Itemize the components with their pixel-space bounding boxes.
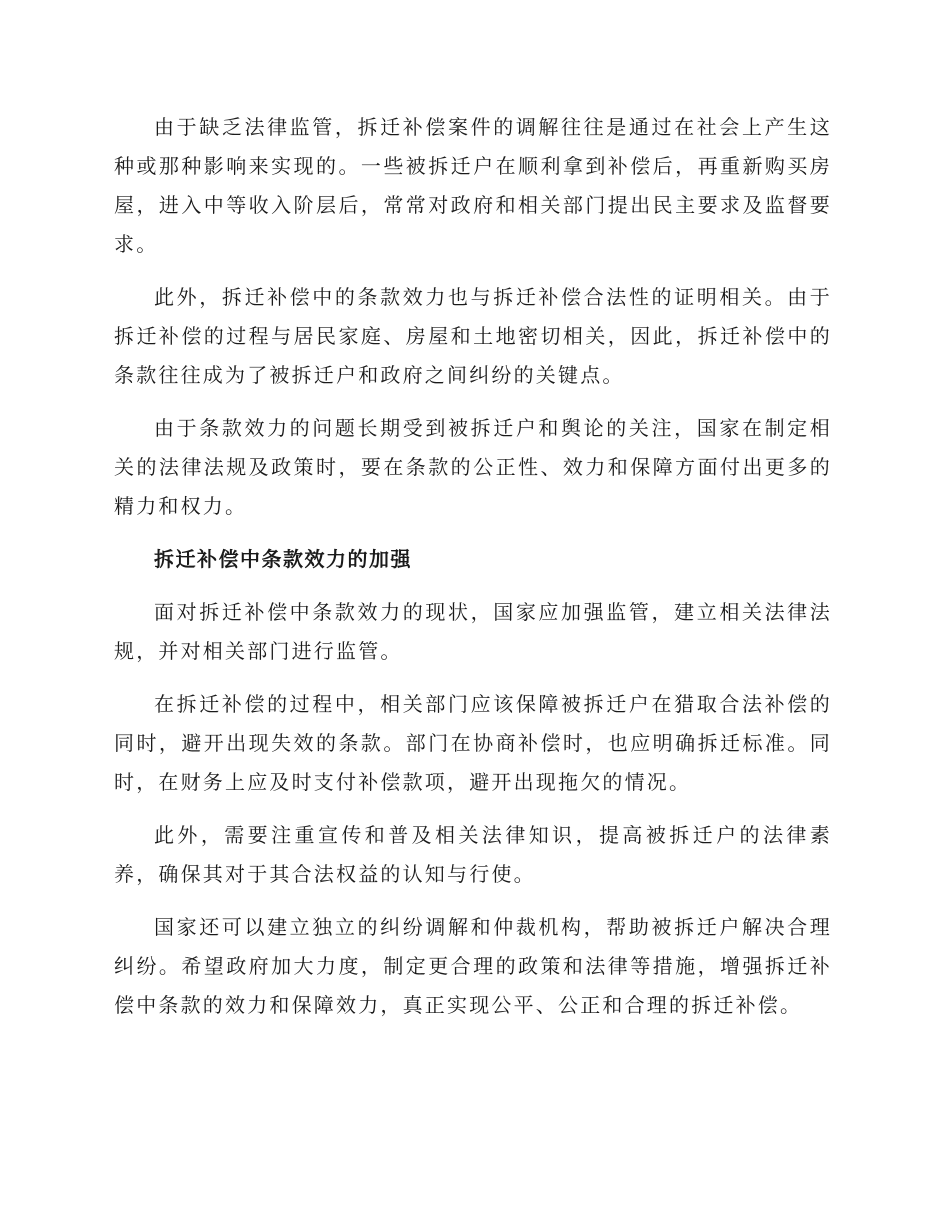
paragraph-clause-validity: 此外，拆迁补偿中的条款效力也与拆迁补偿合法性的证明相关。由于拆迁补偿的过程与居民家庭、房屋和土地密切相关，因此，拆迁补偿中的条款往往成为了被拆迁户和政府之间纠纷的关键点。: [114, 285, 832, 387]
paragraph-lack-of-supervision: 由于缺乏法律监管，拆迁补偿案件的调解往往是通过在社会上产生这种或那种影响来实现的。一些被拆迁户在顺利拿到补偿后，再重新购买房屋，进入中等收入阶层后，常常对政府和相关部门提出民主要求及监督要求。: [114, 115, 832, 256]
section-heading: 拆迁补偿中条款效力的加强: [154, 547, 412, 571]
paragraph-public-attention: 由于条款效力的问题长期受到被拆迁户和舆论的关注，国家在制定相关的法律法规及政策时，要在条款的公正性、效力和保障方面付出更多的精力和权力。: [114, 416, 832, 518]
paragraph-strengthen-supervision: 面对拆迁补偿中条款效力的现状，国家应加强监管，建立相关法律法规，并对相关部门进行监管。: [114, 600, 832, 663]
paragraph-compensation-process: 在拆迁补偿的过程中，相关部门应该保障被拆迁户在猎取合法补偿的同时，避开出现失效的条款。部门在协商补偿时，也应明确拆迁标准。同时，在财务上应及时支付补偿款项，避开出现拖欠的情况。: [114, 692, 832, 794]
document-page: [114, 108, 832, 1039]
paragraph-legal-education: 此外，需要注重宣传和普及相关法律知识，提高被拆迁户的法律素养，确保其对于其合法权益的认知与行使。: [114, 823, 832, 886]
paragraph-arbitration-institutions: 国家还可以建立独立的纠纷调解和仲裁机构，帮助被拆迁户解决合理纠纷。希望政府加大力度，制定更合理的政策和法律等措施，增强拆迁补偿中条款的效力和保障效力，真正实现公平、公正和合理的拆迁补偿。: [114, 915, 832, 1017]
